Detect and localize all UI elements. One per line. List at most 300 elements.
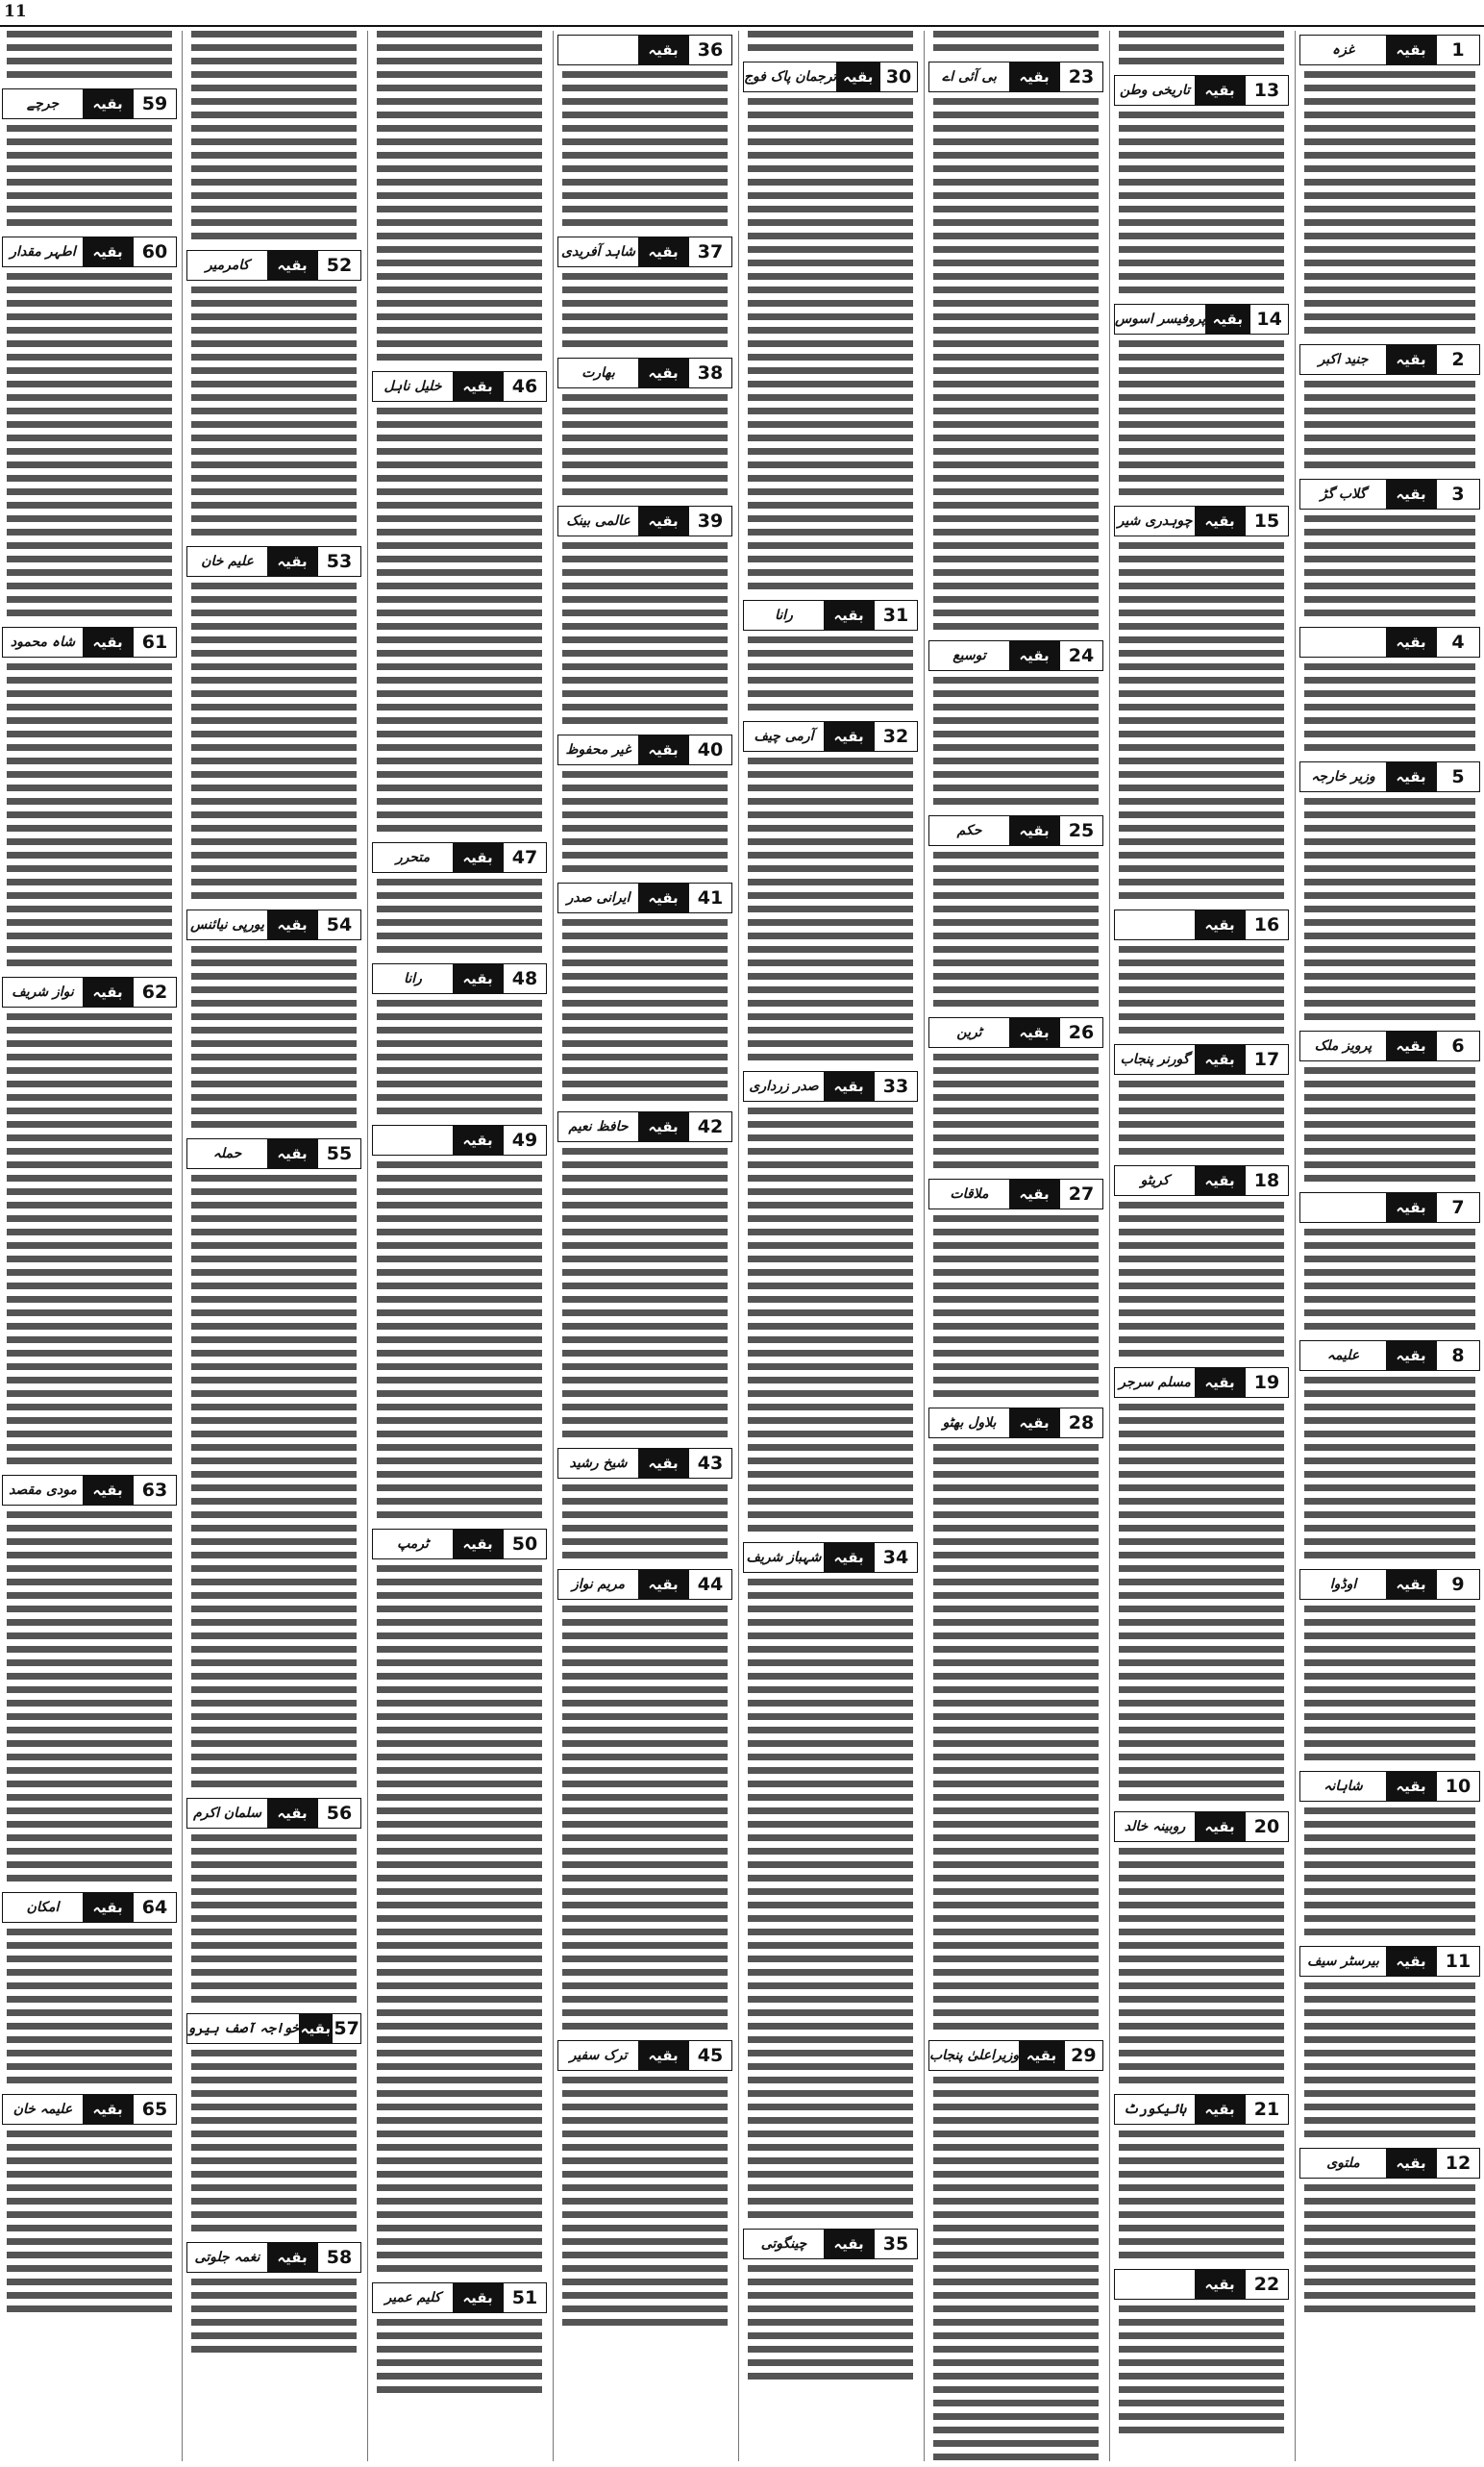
header-title: بلاول بھٹو	[942, 1415, 997, 1431]
text-block	[933, 677, 1099, 811]
text-block	[1119, 31, 1284, 71]
continued-label: بقیہ	[453, 1530, 503, 1558]
continued-label: بقیہ	[1386, 345, 1436, 374]
continued-label: بقیہ	[267, 251, 317, 280]
header-title: شاہانہ	[1323, 1779, 1363, 1794]
continued-header-49	[372, 1125, 547, 1156]
continued-header-61	[2, 627, 177, 658]
continued-header-1	[1299, 35, 1480, 65]
header-number: 11	[1436, 1947, 1479, 1976]
continued-label: بقیہ	[453, 964, 503, 993]
continued-label: بقیہ	[1386, 480, 1436, 509]
header-number: 4	[1436, 628, 1479, 657]
continued-label: بقیہ	[1386, 1772, 1436, 1801]
column-6	[372, 31, 547, 2461]
header-number: 17	[1245, 1045, 1288, 1074]
header-title: گورنر پنجاب	[1120, 1052, 1190, 1067]
column-2	[1114, 31, 1289, 2461]
continued-header-45	[557, 2040, 732, 2071]
header-title: شاہد آفریدی	[561, 244, 635, 260]
header-title: ٹرین	[956, 1025, 982, 1040]
continued-header-62	[2, 977, 177, 1008]
text-block	[748, 1108, 913, 1538]
header-number: 42	[688, 1112, 731, 1141]
header-number: 19	[1245, 1368, 1288, 1397]
header-title	[1115, 2270, 1195, 2299]
header-title	[1115, 910, 1195, 939]
continued-header-8	[1299, 1340, 1480, 1371]
continued-header-54	[186, 910, 361, 940]
header-number: 60	[133, 237, 176, 266]
text-block	[7, 273, 172, 623]
continued-label: بقیہ	[1386, 1193, 1436, 1222]
text-block	[1119, 1202, 1284, 1363]
continued-label: بقیہ	[1019, 2041, 1063, 2070]
continued-header-60	[2, 237, 177, 267]
header-title: علیم خان	[201, 554, 254, 569]
header-number: 27	[1059, 1180, 1102, 1209]
continued-label: بقیہ	[638, 237, 688, 266]
continued-label: بقیہ	[83, 1476, 133, 1505]
continued-label: بقیہ	[1009, 1180, 1059, 1209]
continued-label: بقیہ	[83, 237, 133, 266]
continued-header-53	[186, 546, 361, 577]
continued-header-26	[928, 1017, 1103, 1048]
continued-label: بقیہ	[824, 1072, 874, 1101]
header-number: 14	[1249, 305, 1288, 334]
continued-label: بقیہ	[1195, 76, 1245, 105]
continued-label: بقیہ	[1386, 2149, 1436, 2178]
header-title: ترک سفیر	[569, 2048, 628, 2063]
header-title: رانا	[775, 608, 793, 623]
header-title: ملاقات	[950, 1186, 989, 1202]
header-number: 2	[1436, 345, 1479, 374]
text-block	[191, 2050, 357, 2238]
header-title: توسیع	[952, 648, 986, 663]
text-block	[1304, 71, 1475, 340]
text-block	[7, 1013, 172, 1471]
continued-header-39	[557, 506, 732, 536]
text-block	[562, 394, 728, 502]
continued-label: بقیہ	[1386, 628, 1436, 657]
text-block	[933, 98, 1099, 636]
text-block	[562, 919, 728, 1108]
continued-header-55	[186, 1138, 361, 1169]
header-title: حملہ	[212, 1146, 242, 1161]
text-block	[1304, 1606, 1475, 1767]
continued-header-48	[372, 963, 547, 994]
header-number: 6	[1436, 1032, 1479, 1060]
text-block	[377, 408, 542, 838]
header-number: 30	[879, 62, 917, 91]
text-block	[933, 1444, 1099, 2036]
continued-header-9	[1299, 1569, 1480, 1600]
header-title: بیرسٹر سیف	[1307, 1954, 1379, 1969]
header-title: ترجمان پاک فوج	[744, 69, 837, 85]
header-title: رانا	[404, 971, 422, 986]
header-number: 40	[688, 735, 731, 764]
header-number: 35	[874, 2230, 917, 2258]
header-number: 56	[317, 1799, 360, 1828]
header-title: تاریخی وطن	[1120, 83, 1190, 98]
header-title: غزہ	[1331, 42, 1355, 58]
continued-label: بقیہ	[638, 1570, 688, 1599]
continued-label: بقیہ	[1386, 1341, 1436, 1370]
continued-header-7	[1299, 1192, 1480, 1223]
header-title: شیخ رشید	[569, 1456, 628, 1471]
continued-label: بقیہ	[824, 601, 874, 630]
continued-label: بقیہ	[638, 2041, 688, 2070]
continued-label: بقیہ	[1195, 1045, 1245, 1074]
continued-header-34	[743, 1542, 918, 1573]
continued-header-6	[1299, 1031, 1480, 1061]
continued-label: بقیہ	[638, 884, 688, 912]
header-title: مریم نواز	[571, 1577, 626, 1592]
header-number: 32	[874, 722, 917, 751]
header-number: 65	[133, 2095, 176, 2124]
header-number: 57	[332, 2014, 360, 2043]
header-title: ہائیکورٹ	[1123, 2102, 1187, 2117]
text-block	[933, 31, 1099, 58]
column-divider	[924, 31, 925, 2461]
header-title: وزیر خارجہ	[1311, 769, 1375, 785]
header-number: 55	[317, 1139, 360, 1168]
continued-label: بقیہ	[1386, 762, 1436, 791]
text-block	[748, 2265, 913, 2386]
header-title: شہباز شریف	[746, 1550, 822, 1565]
header-title: کلیم عمیر	[384, 2290, 441, 2305]
header-title: حافظ نعیم	[568, 1119, 629, 1134]
continued-label: بقیہ	[1195, 910, 1245, 939]
text-block	[7, 31, 172, 85]
header-title: ملتوی	[1326, 2156, 1360, 2171]
header-title: نغمہ جلوتی	[194, 2250, 260, 2265]
continued-label: بقیہ	[1386, 36, 1436, 64]
continued-header-57	[186, 2013, 361, 2044]
header-number: 12	[1436, 2149, 1479, 2178]
header-number: 63	[133, 1476, 176, 1505]
continued-label: بقیہ	[638, 735, 688, 764]
continued-header-11	[1299, 1946, 1480, 1977]
continued-label: بقیہ	[267, 910, 317, 939]
header-number: 10	[1436, 1772, 1479, 1801]
continued-label: بقیہ	[267, 1799, 317, 1828]
text-block	[562, 71, 728, 233]
continued-header-35	[743, 2229, 918, 2259]
header-number: 31	[874, 601, 917, 630]
text-block	[562, 771, 728, 879]
continued-label: بقیہ	[299, 2014, 332, 2043]
text-block	[191, 583, 357, 906]
header-title	[373, 1126, 453, 1155]
header-title: آرمی چیف	[754, 729, 814, 744]
text-block	[191, 287, 357, 542]
continued-header-36	[557, 35, 732, 65]
text-block	[7, 1511, 172, 1888]
text-block	[1304, 1229, 1475, 1336]
header-number: 8	[1436, 1341, 1479, 1370]
text-block	[562, 1484, 728, 1565]
column-7	[186, 31, 361, 2461]
header-number: 18	[1245, 1166, 1288, 1195]
header-number: 25	[1059, 816, 1102, 845]
header-number: 34	[874, 1543, 917, 1572]
column-divider	[1295, 31, 1296, 2461]
continued-label: بقیہ	[1195, 2095, 1245, 2124]
continued-header-37	[557, 237, 732, 267]
header-number: 24	[1059, 641, 1102, 670]
continued-label: بقیہ	[1386, 1570, 1436, 1599]
text-block	[1119, 2305, 1284, 2440]
header-title: اطہر مقدار	[10, 244, 76, 260]
column-divider	[367, 31, 368, 2461]
header-title: جرچے	[26, 96, 60, 112]
continued-header-33	[743, 1071, 918, 1102]
header-title: مودی مقصد	[9, 1483, 77, 1498]
continued-label: بقیہ	[1009, 816, 1059, 845]
text-block	[1304, 381, 1475, 475]
continued-header-12	[1299, 2148, 1480, 2179]
continued-label: بقیہ	[824, 2230, 874, 2258]
header-number: 7	[1436, 1193, 1479, 1222]
continued-label: بقیہ	[83, 89, 133, 118]
text-block	[377, 1161, 542, 1525]
header-title: یورپی نیائنس	[190, 917, 264, 933]
continued-label: بقیہ	[267, 2243, 317, 2272]
top-rule	[0, 25, 1484, 27]
continued-header-22	[1114, 2269, 1289, 2300]
text-block	[562, 273, 728, 354]
header-number: 16	[1245, 910, 1288, 939]
continued-header-15	[1114, 506, 1289, 536]
continued-label: بقیہ	[453, 2283, 503, 2312]
column-divider	[553, 31, 554, 2461]
continued-header-59	[2, 88, 177, 119]
text-block	[7, 125, 172, 233]
continued-header-44	[557, 1569, 732, 1600]
header-number: 37	[688, 237, 731, 266]
header-title: خواجہ آصف ہیرو	[187, 2021, 300, 2036]
continued-header-47	[372, 842, 547, 873]
header-title: نواز شریف	[12, 984, 74, 1000]
column-divider	[182, 31, 183, 2461]
header-number: 26	[1059, 1018, 1102, 1047]
continued-header-42	[557, 1111, 732, 1142]
continued-header-64	[2, 1892, 177, 1923]
header-number: 58	[317, 2243, 360, 2272]
text-block	[748, 636, 913, 717]
continued-label: بقیہ	[1009, 62, 1059, 91]
continued-header-51	[372, 2282, 547, 2313]
text-block	[377, 31, 542, 367]
continued-header-25	[928, 815, 1103, 846]
header-title: چوہدری شیر	[1117, 513, 1193, 529]
header-title: مسلم سرجر	[1119, 1375, 1191, 1390]
header-title	[558, 36, 638, 64]
text-block	[562, 542, 728, 731]
header-number: 64	[133, 1893, 176, 1922]
header-number: 29	[1064, 2041, 1102, 2070]
text-block	[933, 852, 1099, 1013]
header-title: روبینہ خالد	[1124, 1819, 1186, 1834]
continued-header-20	[1114, 1811, 1289, 1842]
text-block	[1304, 515, 1475, 623]
header-number: 54	[317, 910, 360, 939]
continued-header-40	[557, 735, 732, 765]
text-block	[377, 1565, 542, 2279]
continued-label: بقیہ	[1195, 1368, 1245, 1397]
continued-header-5	[1299, 761, 1480, 792]
header-number: 41	[688, 884, 731, 912]
continued-header-10	[1299, 1771, 1480, 1802]
header-title: چینگوتی	[760, 2236, 807, 2252]
header-number: 21	[1245, 2095, 1288, 2124]
continued-label: بقیہ	[638, 36, 688, 64]
header-title: صدر زرداری	[749, 1079, 819, 1094]
continued-header-46	[372, 371, 547, 402]
header-title: علیمہ خان	[12, 2102, 73, 2117]
text-block	[191, 1175, 357, 1794]
continued-label: بقیہ	[453, 843, 503, 872]
header-title: پروفیسر اسوس	[1115, 311, 1206, 327]
continued-label: بقیہ	[1195, 507, 1245, 536]
continued-label: بقیہ	[638, 1112, 688, 1141]
continued-header-23	[928, 62, 1103, 92]
text-block	[1119, 2131, 1284, 2265]
header-title: جنید اکبر	[1318, 352, 1369, 367]
text-block	[1119, 112, 1284, 300]
continued-header-4	[1299, 627, 1480, 658]
continued-header-56	[186, 1798, 361, 1829]
continued-label: بقیہ	[1009, 641, 1059, 670]
header-number: 44	[688, 1570, 731, 1599]
text-block	[933, 1215, 1099, 1404]
continued-header-52	[186, 250, 361, 281]
text-block	[1119, 1848, 1284, 2090]
header-number: 46	[503, 372, 546, 401]
continued-header-38	[557, 358, 732, 388]
continued-label: بقیہ	[83, 1893, 133, 1922]
header-number: 15	[1245, 507, 1288, 536]
header-number: 52	[317, 251, 360, 280]
continued-label: بقیہ	[1386, 1032, 1436, 1060]
header-title: خلیل ناہل	[383, 379, 442, 394]
continued-label: بقیہ	[83, 978, 133, 1007]
header-number: 36	[688, 36, 731, 64]
header-title: غیر محفوظ	[565, 742, 631, 758]
header-title: کامرمیر	[205, 258, 250, 273]
text-block	[933, 1054, 1099, 1175]
continued-header-24	[928, 640, 1103, 671]
header-title: وزیراعلیٰ پنجاب	[929, 2048, 1020, 2063]
header-number: 50	[503, 1530, 546, 1558]
text-block	[748, 758, 913, 1067]
header-title: حکم	[956, 823, 982, 838]
column-8	[2, 31, 177, 2461]
text-block	[562, 1606, 728, 2036]
header-number: 38	[688, 359, 731, 387]
header-number: 49	[503, 1126, 546, 1155]
header-number: 22	[1245, 2270, 1288, 2299]
header-title: بھارت	[581, 365, 615, 381]
header-title: پرویز ملک	[1314, 1038, 1373, 1054]
continued-label: بقیہ	[638, 1449, 688, 1478]
text-block	[933, 2077, 1099, 2467]
continued-header-14	[1114, 304, 1289, 335]
text-block	[191, 2279, 357, 2359]
header-number: 62	[133, 978, 176, 1007]
continued-label: بقیہ	[83, 2095, 133, 2124]
text-block	[1119, 946, 1284, 1040]
header-number: 43	[688, 1449, 731, 1478]
continued-header-32	[743, 721, 918, 752]
header-title: ٹرمپ	[397, 1536, 429, 1552]
text-block	[1304, 798, 1475, 1027]
text-block	[1304, 663, 1475, 758]
continued-header-19	[1114, 1367, 1289, 1398]
continued-header-65	[2, 2094, 177, 2125]
text-block	[191, 1834, 357, 2009]
text-block	[748, 98, 913, 596]
continued-label: بقیہ	[824, 1543, 874, 1572]
header-number: 5	[1436, 762, 1479, 791]
continued-header-50	[372, 1529, 547, 1559]
continued-label: بقیہ	[1205, 305, 1249, 334]
continued-label: بقیہ	[638, 359, 688, 387]
text-block	[748, 1579, 913, 2225]
column-4	[743, 31, 918, 2461]
text-block	[377, 1000, 542, 1121]
text-block	[1304, 2184, 1475, 2319]
continued-header-2	[1299, 344, 1480, 375]
header-number: 13	[1245, 76, 1288, 105]
continued-label: بقیہ	[267, 547, 317, 576]
continued-header-29	[928, 2040, 1103, 2071]
continued-label: بقیہ	[1386, 1947, 1436, 1976]
continued-label: بقیہ	[83, 628, 133, 657]
continued-label: بقیہ	[453, 1126, 503, 1155]
header-number: 9	[1436, 1570, 1479, 1599]
header-number: 3	[1436, 480, 1479, 509]
header-title: بی آئی اے	[942, 69, 997, 85]
header-number: 61	[133, 628, 176, 657]
header-title: عالمی بینک	[566, 513, 631, 529]
text-block	[1119, 340, 1284, 502]
header-number: 53	[317, 547, 360, 576]
page-number: 11	[4, 2, 27, 21]
header-title: امکان	[26, 1900, 60, 1915]
column-divider	[738, 31, 739, 2461]
text-block	[1304, 1982, 1475, 2144]
header-title	[1300, 1193, 1386, 1222]
text-block	[562, 2077, 728, 2332]
header-number: 33	[874, 1072, 917, 1101]
continued-label: بقیہ	[824, 722, 874, 751]
continued-label: بقیہ	[638, 507, 688, 536]
text-block	[377, 2319, 542, 2400]
header-title: اوڈوا	[1329, 1577, 1357, 1592]
continued-header-43	[557, 1448, 732, 1479]
header-title	[1300, 628, 1386, 657]
continued-header-28	[928, 1408, 1103, 1438]
continued-header-18	[1114, 1165, 1289, 1196]
header-title: گلاب گڑ	[1320, 486, 1367, 502]
header-number: 20	[1245, 1812, 1288, 1841]
continued-label: بقیہ	[453, 372, 503, 401]
continued-label: بقیہ	[836, 62, 879, 91]
continued-header-30	[743, 62, 918, 92]
text-block	[748, 31, 913, 58]
